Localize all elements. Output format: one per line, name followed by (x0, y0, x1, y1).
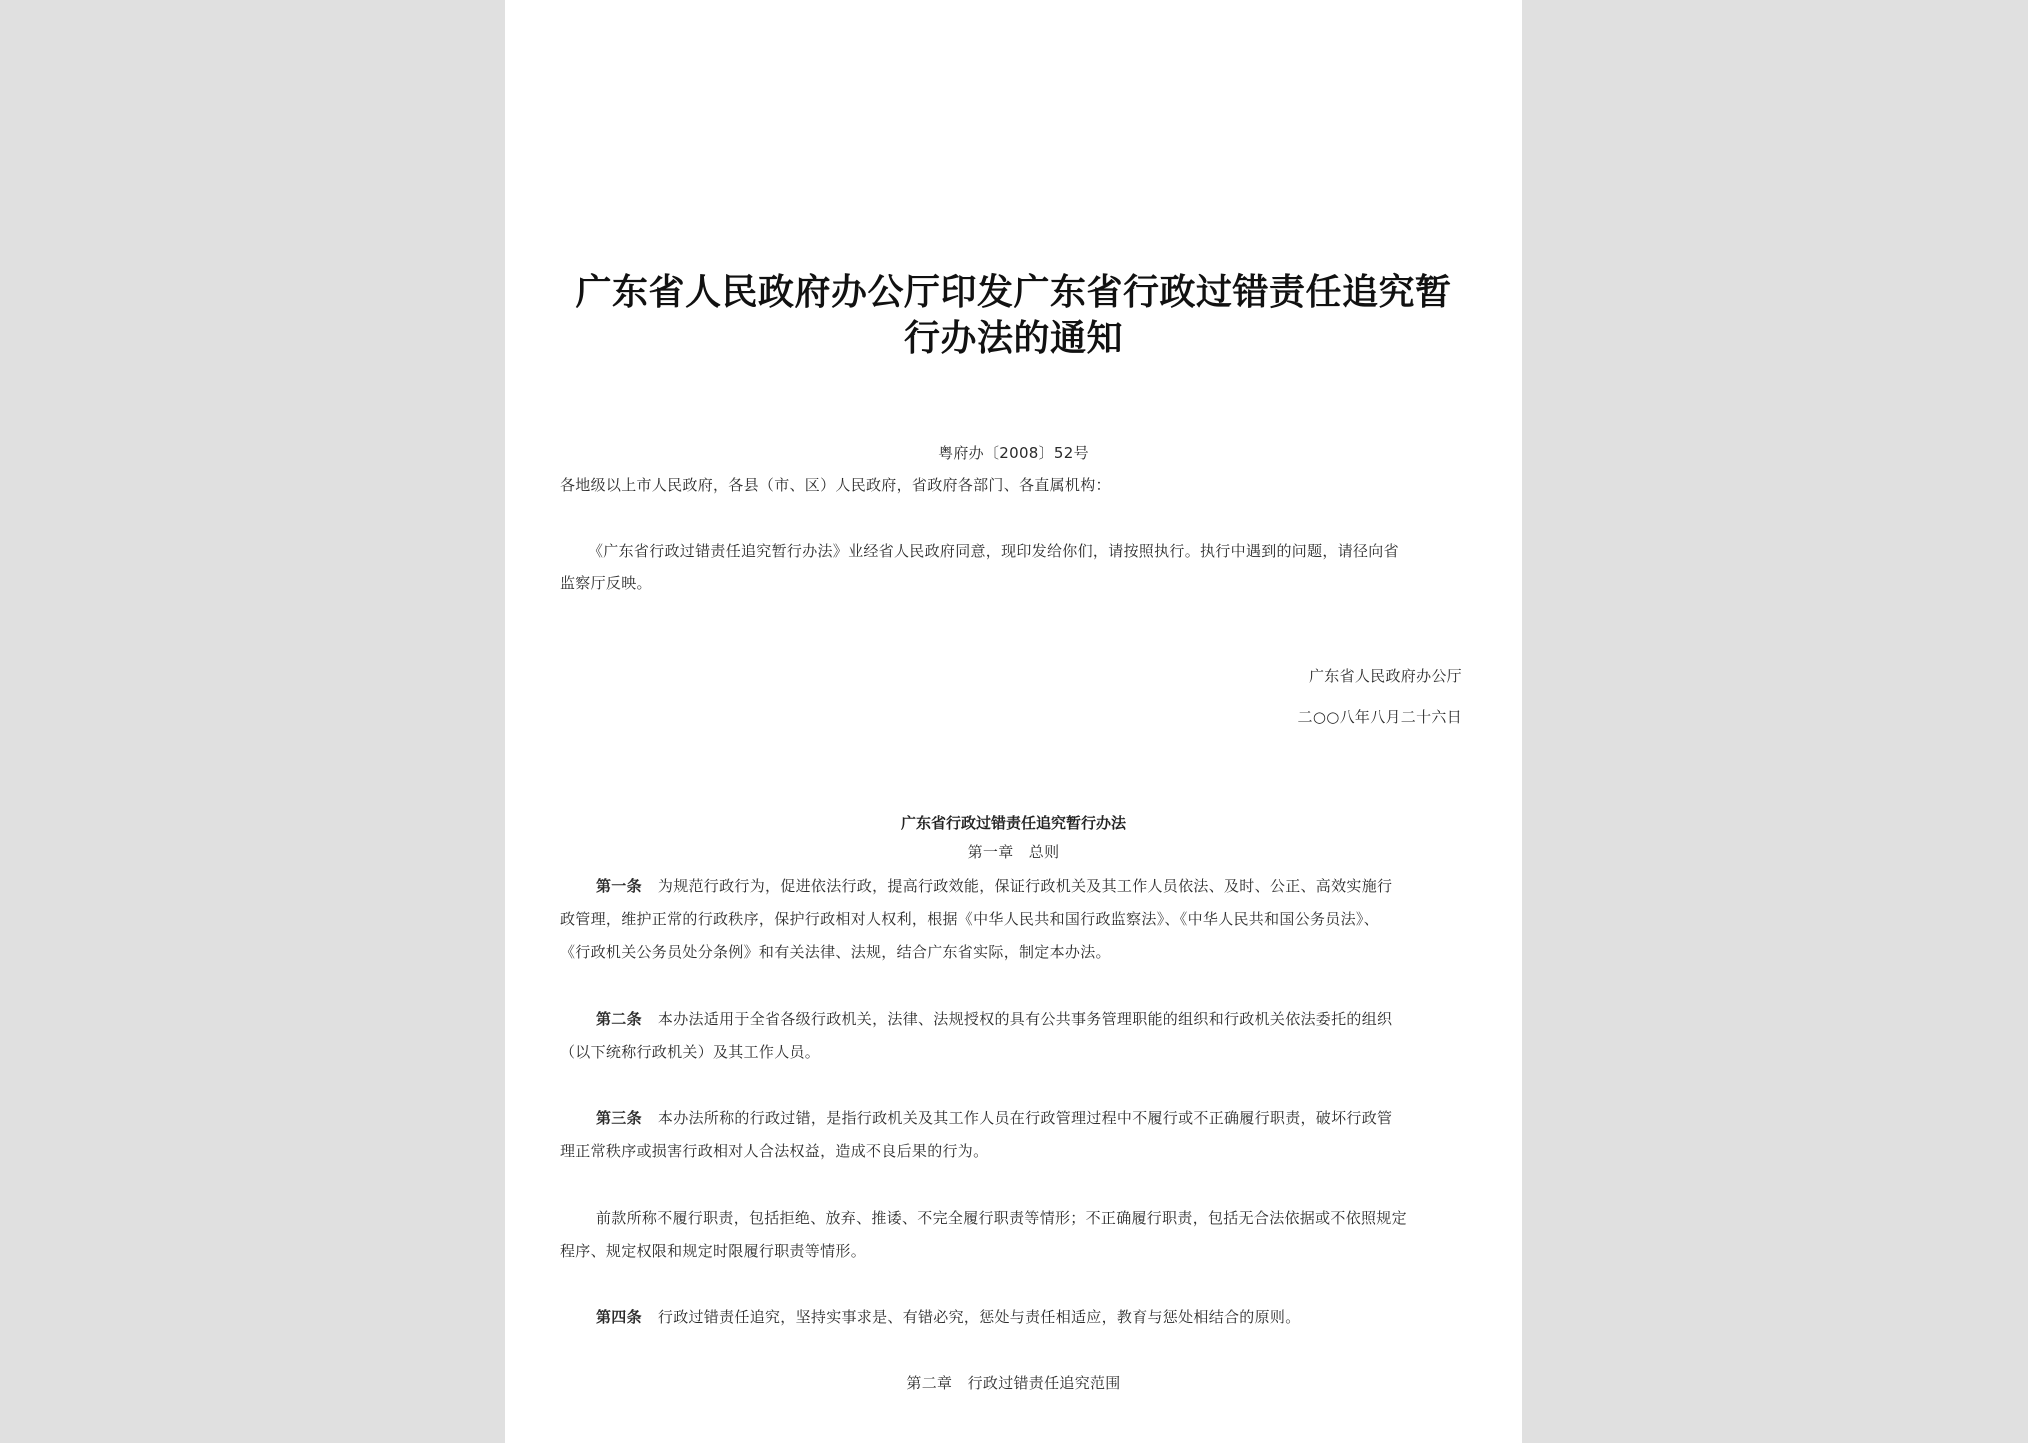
document-page (505, 0, 1522, 1443)
article-2-line-2: （以下统称行政机关）及其工作人员。 (560, 1043, 821, 1061)
article-3-text: 本办法所称的行政过错，是指行政机关及其工作人员在行政管理过程中不履行或不正确履行职责，破坏行政管 (657, 1109, 1393, 1127)
article-1-line-2: 政管理，维护正常的行政秩序，保护行政相对人权利，根据《中华人民共和国行政监察法》、《中华人民共和国公务员法》、 (560, 910, 1380, 928)
measures-title: 广东省行政过错责任追究暂行办法 (900, 814, 1126, 832)
article-1-label: 第一条 (596, 877, 642, 895)
article-4-text: 行政过错责任追究，坚持实事求是、有错必究，惩处与责任相适应，教育与惩处相结合的原则。 (657, 1308, 1301, 1326)
article-2-line-1 (596, 1008, 1392, 1029)
intro-line-1: 《广东省行政过错责任追究暂行办法》业经省人民政府同意，现印发给你们，请按照执行。执行中遇到的问题，请径向省 (588, 542, 1399, 560)
document-number: 粤府办〔2008〕52号 (938, 444, 1089, 462)
article-1-text: 为规范行政行为，促进依法行政，提高行政效能，保证行政机关及其工作人员依法、及时、公正、高效实施行 (657, 877, 1393, 895)
article-3-line-2: 理正常秩序或损害行政相对人合法权益，造成不良后果的行为。 (560, 1142, 989, 1160)
article-3-line-1 (596, 1107, 1392, 1128)
intro-line-2: 监察厅反映。 (560, 574, 652, 592)
issuer: 广东省人民政府办公厅 (1308, 667, 1462, 685)
chapter-2-title: 第二章 行政过错责任追究范围 (906, 1374, 1121, 1392)
document-title-line-2: 行办法的通知 (903, 317, 1123, 359)
article-4-label: 第四条 (596, 1308, 642, 1326)
chapter-1-title: 第一章 总则 (967, 843, 1060, 861)
article-1-line-1 (596, 875, 1392, 896)
article-3-para-2-line-1: 前款所称不履行职责，包括拒绝、放弃、推诿、不完全履行职责等情形；不正确履行职责，包括无合法依据或不依照规定 (596, 1209, 1407, 1227)
issue-date: 二○○八年八月二十六日 (1297, 708, 1462, 726)
article-4-line-1 (596, 1306, 1301, 1327)
article-3-label: 第三条 (596, 1109, 642, 1127)
document-title-line-1: 广东省人民政府办公厅印发广东省行政过错责任追究暂 (575, 271, 1452, 313)
recipients-line: 各地级以上市人民政府，各县（市、区）人民政府，省政府各部门、各直属机构： (560, 476, 1111, 494)
article-1-line-3: 《行政机关公务员处分条例》和有关法律、法规，结合广东省实际，制定本办法。 (560, 943, 1111, 961)
article-3-para-2-line-2: 程序、规定权限和规定时限履行职责等情形。 (560, 1242, 867, 1260)
article-2-text: 本办法适用于全省各级行政机关，法律、法规授权的具有公共事务管理职能的组织和行政机关依法委托的组织 (657, 1010, 1393, 1028)
article-2-label: 第二条 (596, 1010, 642, 1028)
